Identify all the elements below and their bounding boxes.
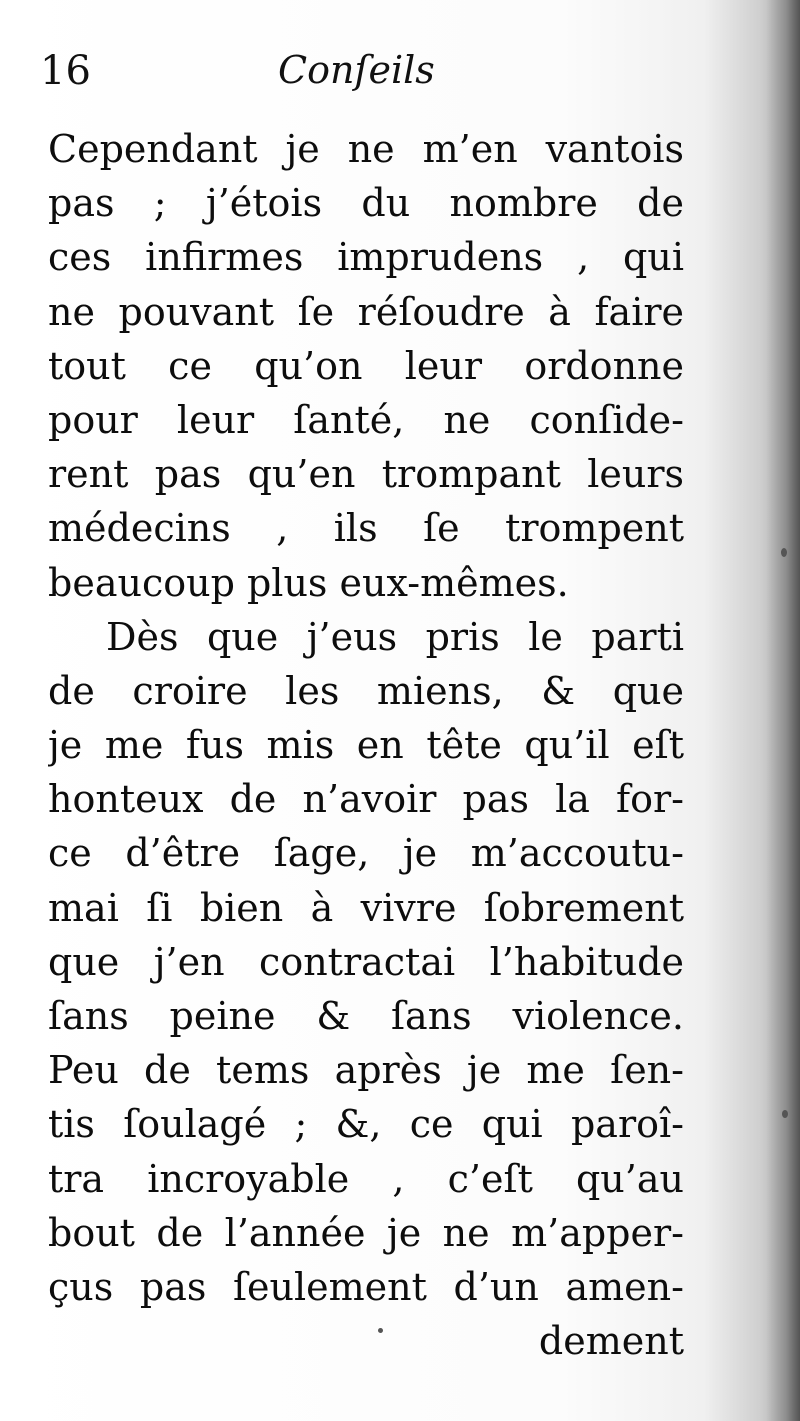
text-line: tra incroyable , c’eſt qu’au xyxy=(48,1156,684,1201)
paper-speck xyxy=(782,1110,788,1118)
paper-speck xyxy=(781,548,787,557)
catchword: dement xyxy=(538,1319,684,1364)
text-line: tis ſoulagé ; &, ce qui paroî- xyxy=(48,1102,684,1147)
text-line: de croire les miens, & que xyxy=(48,668,684,713)
text-line: honteux de n’avoir pas la for- xyxy=(48,777,684,822)
body-text xyxy=(48,122,684,1368)
text-line: médecins , ils ſe trompent xyxy=(48,506,684,551)
text-line: pas ; j’étois du nombre de xyxy=(48,181,684,226)
text-line: ce d’être ſage, je m’accoutu- xyxy=(48,831,684,876)
text-line: tout ce qu’on leur ordonne xyxy=(48,343,684,388)
text-line: mai ſi bien à vivre ſobrement xyxy=(48,885,684,930)
text-line: Peu de tems après je me ſen- xyxy=(48,1048,684,1093)
paper-speck xyxy=(378,1328,383,1333)
text-line: çus pas ſeulement d’un amen- xyxy=(48,1264,684,1309)
text-line: rent pas qu’en trompant leurs xyxy=(48,452,684,497)
page-number: 16 xyxy=(40,48,91,94)
text-line: Dès que j’eus pris le parti xyxy=(106,614,684,659)
text-line: beaucoup plus eux-mêmes. xyxy=(48,560,569,605)
text-line: Cependant je ne m’en vantois xyxy=(48,127,684,171)
running-title: Conſeils xyxy=(278,48,435,92)
text-line: ne pouvant ſe réſoudre à faire xyxy=(48,289,684,334)
text-line: bout de l’année je ne m’apper- xyxy=(48,1210,684,1255)
text-line: que j’en contractai l’habitude xyxy=(48,939,684,984)
running-head xyxy=(40,48,680,108)
text-line: pour leur ſanté, ne conſide- xyxy=(48,397,684,442)
text-line: ces infirmes imprudens , qui xyxy=(48,235,684,280)
text-line: ſans peine & ſans violence. xyxy=(48,994,684,1038)
page-edge-shadow xyxy=(766,0,800,1421)
text-line: je me fus mis en tête qu’il eſt xyxy=(48,723,684,768)
